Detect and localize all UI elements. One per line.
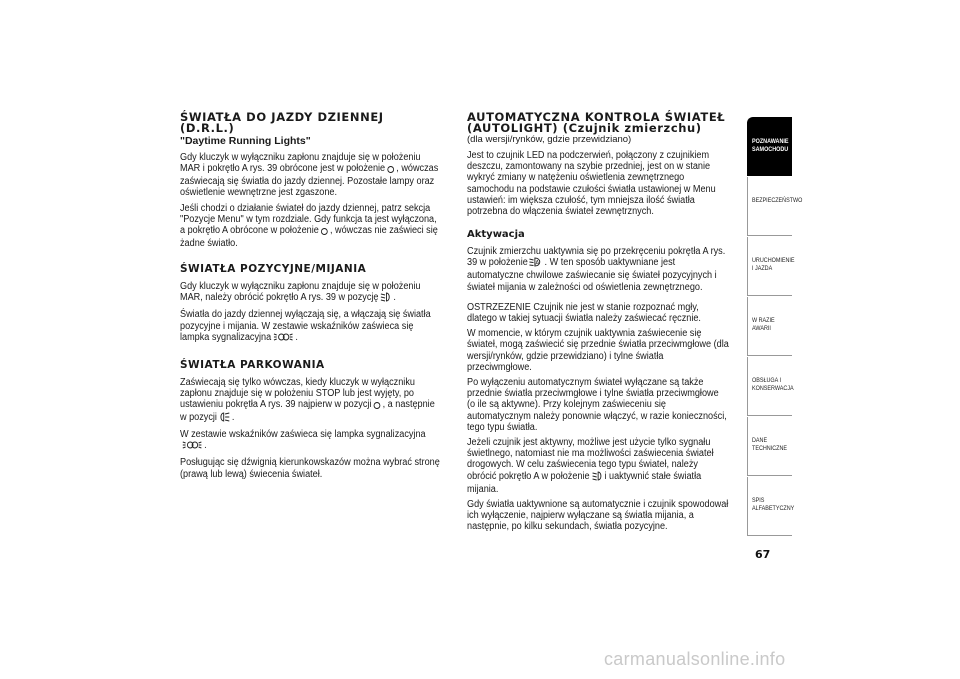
position-paragraph-1 (180, 281, 442, 305)
tab-obsluga-i-konserwacja[interactable] (747, 357, 792, 416)
chapter-tabs (747, 117, 803, 537)
right-column (467, 112, 729, 536)
activation-paragraph-1 (467, 246, 729, 293)
tab-w-razie-awarii[interactable] (747, 297, 792, 356)
drl-paragraph-2 (180, 203, 442, 250)
left-column (180, 112, 442, 484)
drl-subtitle: "Daytime Running Lights" (180, 135, 311, 147)
parking-lights-heading: ŚWIATŁA PARKOWANIA (180, 358, 325, 371)
off-position-icon: ⭘ (373, 401, 381, 413)
activation-paragraph-5 (467, 437, 729, 495)
tab-uruchomienie-i-jazda[interactable] (747, 237, 795, 296)
tab-label: URUCHOMIENIE I JAZDA (752, 257, 795, 272)
text: . (231, 412, 235, 424)
auto-light-icon (530, 257, 543, 270)
text: Zaświecają się tylko wówczas, kiedy kluczyk w wyłączniku zapłonu znajduje się w położeniu STOP lub jest wyjęty, po ustawieniu pokrętła A rys. 39 najpierw w pozycji (180, 376, 415, 411)
text: W zestawie wskaźników zaświeca się lampka sygnalizacyjna (180, 429, 426, 441)
parking-paragraph-2 (180, 429, 442, 453)
parking-paragraph-1 (180, 377, 442, 425)
text: Gdy kluczyk w wyłączniku zapłonu znajduje się w położeniu MAR i pokrętło A rys. 39 obrócone jest w położenie (180, 152, 421, 175)
tab-label: POZNAWANIE SAMOCHODU (752, 138, 789, 153)
activation-paragraph-3: W momencie, w którym czujnik uaktywnia zaświecenie się świateł, mogą zaświecić się przednie światła przeciwmgłowe (dla wersji/rynków, gdzie przewidziano) i tylne światła przeciwmgłowe. (467, 328, 729, 373)
tab-label: DANE TECHNICZNE (752, 437, 788, 452)
low-beam-icon (380, 292, 391, 305)
text: . (295, 331, 298, 343)
warning-paragraph: OSTRZEŻENIE Czujnik nie jest w stanie rozpoznać mgły, dlatego w takiej sytuacji światła należy zaświecać ręcznie. (467, 301, 701, 325)
text: , a następnie w pozycji (180, 399, 435, 424)
drl-heading: ŚWIATŁA DO JAZDY DZIENNEJ (D.R.L.) (180, 110, 384, 135)
activation-paragraph-6: Gdy światła uaktywnione są automatycznie i czujnik spowodował ich wyłączenie, najpierw wyłączane są światła mijania, a następnie, po kilku sekundach, światła pozycyjne. (467, 498, 729, 533)
side-lights-icon (182, 440, 202, 453)
tab-label: W RAZIE AWARII (752, 317, 775, 332)
drl-paragraph-1 (180, 152, 442, 199)
tab-bezpieczenstwo[interactable] (747, 177, 803, 236)
parking-paragraph-3: Posługując się dźwignią kierunkowskazów można wybrać stronę (prawą lub lewą) świecenia świateł. (180, 457, 440, 480)
watermark: carmanualsonline.info (604, 649, 786, 669)
tab-spis-alfabetyczny[interactable] (747, 477, 795, 536)
svg-text:A: A (535, 260, 540, 267)
tab-label: BEZPIECZEŃSTWO (752, 197, 803, 204)
position-lights-heading: ŚWIATŁA POZYCYJNE/MIJANIA (180, 263, 367, 276)
text: , wówczas nie zaświeci się żadne światło. (180, 225, 438, 250)
tab-label: OBSŁUGA I KONSERWACJA (752, 377, 794, 392)
page-number: 67 (755, 548, 771, 561)
text: . (393, 292, 396, 304)
text: Jeśli chodzi o działanie świateł do jazdy dziennej, patrz sekcja "Pozycje Menu" w tym rozdziale. Gdy funkcja ta jest wyłączona, a pokrętło A obrócone w położenie (180, 202, 437, 237)
side-lights-icon (273, 332, 293, 345)
autolight-note: (dla wersji/rynków, gdzie przewidziano) (467, 134, 632, 145)
tab-poznawanie-samochodu[interactable] (747, 117, 792, 176)
autolight-heading: AUTOMATYCZNA KONTROLA ŚWIATEŁ (AUTOLIGHT) (Czujnik zmierzchu) (467, 110, 726, 135)
position-paragraph-2 (180, 309, 442, 344)
activation-paragraph-4: Po wyłączeniu automatycznym świateł wyłączane są także przednie światła przeciwmgłowe i tylne światła przeciwmgłowe (o ile są aktywne). Przy kolejnym zaświeceniu się automatycznym należy ponownie włączyć, w razie konieczności, tego typu światła. (467, 377, 727, 433)
text: . W ten sposób uaktywniane jest automatyczne chwilowe zaświecanie się świateł pozycyjnych i świateł mijania w zależności od oświetlenia zewnętrznego. (467, 257, 717, 293)
text: . (204, 440, 207, 452)
autolight-paragraph-1: Jest to czujnik LED na podczerwień, połączony z czujnikiem deszczu, zamontowany na szybie przedniej, jest on w stanie wykryć zmiany w natężeniu oświetlenia zewnętrznego samochodu na podstawie czułości światła ustawionej w Menu ustawień: im większa czułość, tym mniejsza ilość światła potrzebna do włączenia świateł zewnętrznych. (467, 150, 716, 218)
off-position-icon: ⭘ (386, 165, 395, 177)
low-beam-icon (591, 471, 602, 484)
text: Czujnik zmierzchu uaktywnia się po przekręceniu pokrętła A rys. 39 w położenie (467, 246, 726, 269)
activation-heading: Aktywacja (467, 229, 525, 241)
text: Gdy kluczyk w wyłączniku zapłonu znajduje się w położeniu MAR, należy obrócić pokrętło A rys. 39 w pozycję (180, 281, 421, 304)
tab-dane-techniczne[interactable] (747, 417, 792, 476)
parking-light-icon (219, 412, 230, 425)
text: Jeżeli czujnik jest aktywny, możliwe jest użycie tylko sygnału świetlnego, natomiast nie ma możliwości zaświecenia świateł drogowych. W celu zaświecenia tego typu świateł, należy obrócić pokrętło A w położenie (467, 437, 714, 482)
tab-label: SPIS ALFABETYCZNY (752, 497, 795, 512)
text: Światła do jazdy dziennej wyłączają się, a włączają się światła pozycyjne i mijania. W zestawie wskaźników zaświeca się lampka sygnalizacyjna (180, 309, 431, 343)
text: , wówczas zaświecają się światła do jazdy dziennej. Pozostałe lampy oraz oświetlenie wewnętrzne jest zgaszone. (180, 163, 439, 199)
text: i uaktywnić stałe światła mijania. (467, 470, 702, 495)
off-position-icon: ⭘ (320, 227, 329, 239)
